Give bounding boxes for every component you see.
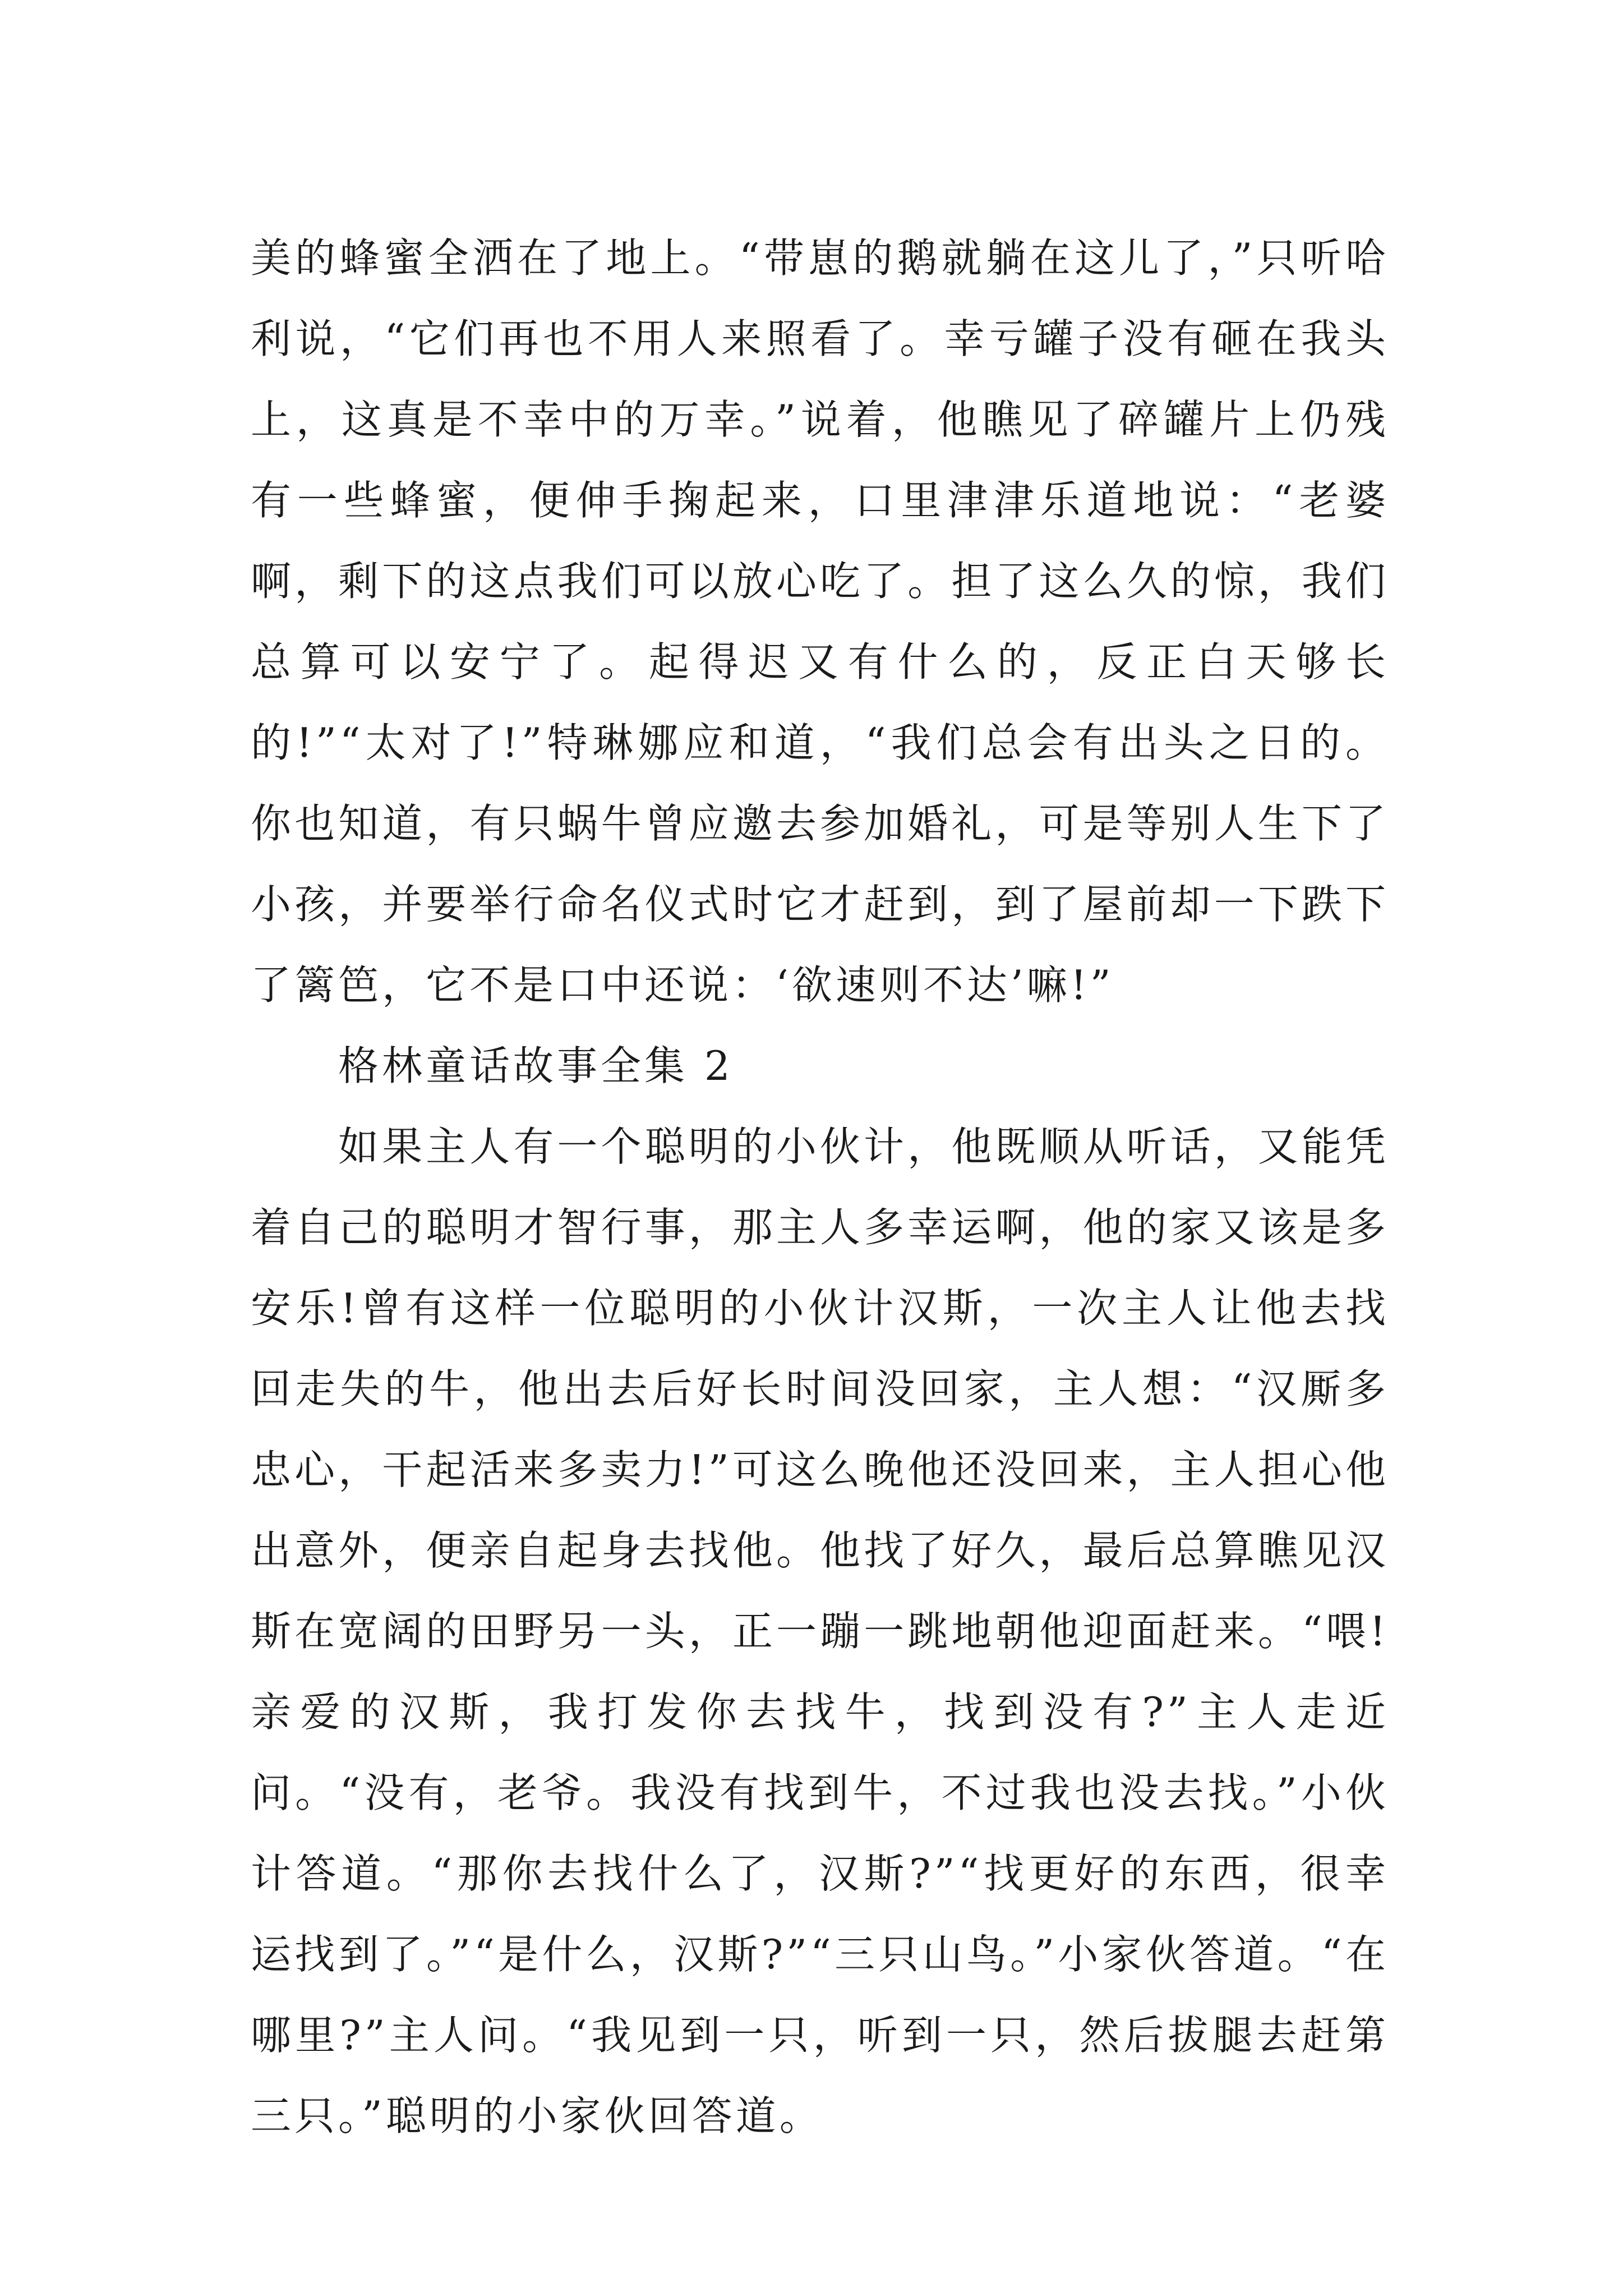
- paragraph-story-2: 如果主人有一个聪明的小伙计，他既顺从听话，又能凭着自己的聪明才智行事，那主人多幸运啊，他的家又该是多安乐!曾有这样一位聪明的小伙计汉斯，一次主人让他去找回走失的牛，他出去后好长时间没回家，主人想：“汉厮多忠心，干起活来多卖力!”可这么晚他还没回来，主人担心他出意外，便亲自起身去找他。他找了好久，最后总算瞧见汉斯在宽阔的田野另一头，正一蹦一跳地朝他迎面赶来。“喂!亲爱的汉斯，我打发你去找牛，找到没有?”主人走近问。“没有，老爷。我没有找到牛，不过我也没去找。”小伙计答道。“那你去找什么了，汉斯?”“找更好的东西，很幸运找到了。”“是什么，汉斯?”“三只山鸟。”小家伙答道。“在哪里?”主人问。“我见到一只，听到一只，然后拔腿去赶第三只。”聪明的小家伙回答道。: [251, 1123, 1389, 2139]
- section-heading: 格林童话故事全集 2: [338, 1042, 734, 1089]
- paragraph-continued: 美的蜂蜜全洒在了地上。“带崽的鹅就躺在这儿了，”只听哈利说，“它们再也不用人来照看了。幸亏罐子没有砸在我头上，这真是不幸中的万幸。”说着，他瞧见了碎罐片上仍残有一些蜂蜜，便伸手掬起来，口里津津乐道地说：“老婆啊，剩下的这点我们可以放心吃了。担了这么久的惊，我们总算可以安宁了。起得迟又有什么的，反正白天够长的!”“太对了!”特琳娜应和道，“我们总会有出头之日的。你也知道，有只蜗牛曾应邀去参加婚礼，可是等别人生下了小孩，并要举行命名仪式时它才赶到，到了屋前却一下跌下了篱笆，它不是口中还说：‘欲速则不达’嘛!”: [251, 234, 1389, 1009]
- document-body: [251, 218, 1389, 2156]
